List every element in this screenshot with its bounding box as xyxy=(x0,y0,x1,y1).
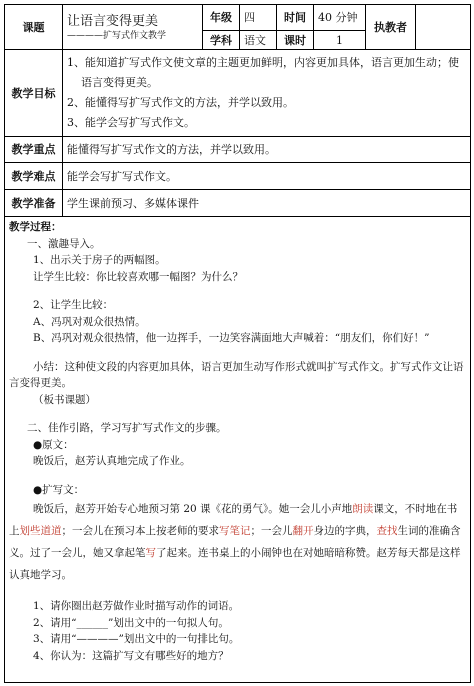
process-line: 1、出示关于房子的两幅图。 xyxy=(33,254,166,266)
board-note: （板书课题） xyxy=(33,393,96,406)
preparation-label: 教学准备 xyxy=(5,190,63,217)
lesson-plan-table xyxy=(4,4,471,683)
goal-item: 3、能学会写扩写式作文。 xyxy=(67,116,195,129)
process-line: B、冯巩对观众很热情，他一边挥手，一边笑容满面地大声喊着：“朋友们，你们好！” xyxy=(33,332,430,344)
original-label: ●原文： xyxy=(33,438,74,451)
highlight-word: 划些道道 xyxy=(19,525,62,537)
preparation-text: 学生课前预习、多媒体课件 xyxy=(63,190,471,217)
difficulty-label: 教学难点 xyxy=(5,163,63,190)
subject-label: 学科 xyxy=(203,31,240,50)
process-line: 让学生比较：你比较喜欢哪一幅图？为什么？ xyxy=(33,270,243,283)
goals-label: 教学目标 xyxy=(5,50,63,137)
question-item: 2、请用“______”划出文中的一句拟人句。 xyxy=(33,616,229,629)
goals-cell xyxy=(63,50,471,137)
key-point-text: 能懂得写扩写式作文的方法，并学以致用。 xyxy=(63,137,471,163)
highlight-word: 朗读 xyxy=(352,503,374,515)
highlight-word: 写 xyxy=(145,547,156,559)
section-title: 一、激趣导入。 xyxy=(27,237,101,250)
goal-item: 2、能懂得写扩写式作文的方法，并学以致用。 xyxy=(67,96,294,109)
question-item: 1、请你圈出赵芳做作业时描写动作的词语。 xyxy=(33,600,240,612)
process-line: 2、让学生比较： xyxy=(33,299,114,311)
expanded-text: 晚饭后，赵芳开始专心地预习第 20 课《花的勇气》。她一会儿小声地朗读课文，不时地在书上划些道道；一会儿在预习本上按老师的要求写笔记；一会儿翻开身边的字典，查找生词的准确含义。过了一会儿，她又拿起笔写了起来。连书桌上的小闹钟也在对她暗暗称赞。赵芳每天都是这样认真地学习。 xyxy=(9,503,461,581)
goal-item: 语言变得更美。 xyxy=(81,76,158,89)
period-label: 课时 xyxy=(277,31,314,50)
highlight-word: 查找 xyxy=(376,525,398,537)
subject-value: 语文 xyxy=(240,31,277,50)
goal-item: 1、能知道扩写式作文使文章的主题更加鲜明，内容更加具体，语言更加生动；使 xyxy=(67,56,459,69)
process-line: A、冯巩对观众很热情。 xyxy=(33,315,146,328)
teacher-label: 执教者 xyxy=(366,5,416,50)
grade-value: 四 xyxy=(240,5,277,31)
grade-label: 年级 xyxy=(203,5,240,31)
original-text: 晚饭后，赵芳认真地完成了作业。 xyxy=(33,455,191,467)
section-title: 二、佳作引路，学习写扩写式作文的步骤。 xyxy=(27,422,227,434)
topic-title: 让语言变得更美 xyxy=(67,13,159,29)
highlight-word: 写笔记 xyxy=(219,525,251,537)
teacher-value xyxy=(416,5,471,50)
process-heading: 教学过程： xyxy=(9,221,62,233)
topic-cell xyxy=(63,5,203,50)
time-label: 时间 xyxy=(277,5,314,31)
summary-text: 小结：这种使文段的内容更加具体，语言更加生动写作形式就叫扩写式作文。扩写式作文让语言变得更美。 xyxy=(9,360,464,389)
period-value: 1 xyxy=(314,31,366,50)
key-point-label: 教学重点 xyxy=(5,137,63,163)
expanded-label: ●扩写文： xyxy=(33,483,85,496)
difficulty-text: 能学会写扩写式作文。 xyxy=(63,163,471,190)
topic-subtitle: ————扩写式作文教学 xyxy=(67,30,167,41)
topic-label: 课题 xyxy=(5,5,63,50)
question-item: 3、请用“————”划出文中的一句排比句。 xyxy=(33,633,240,645)
highlight-word: 翻开 xyxy=(292,525,314,537)
time-value: 40 分钟 xyxy=(314,5,366,31)
process-cell xyxy=(5,217,471,683)
question-item: 4、你认为：这篇扩写文有哪些好的地方？ xyxy=(33,649,229,662)
